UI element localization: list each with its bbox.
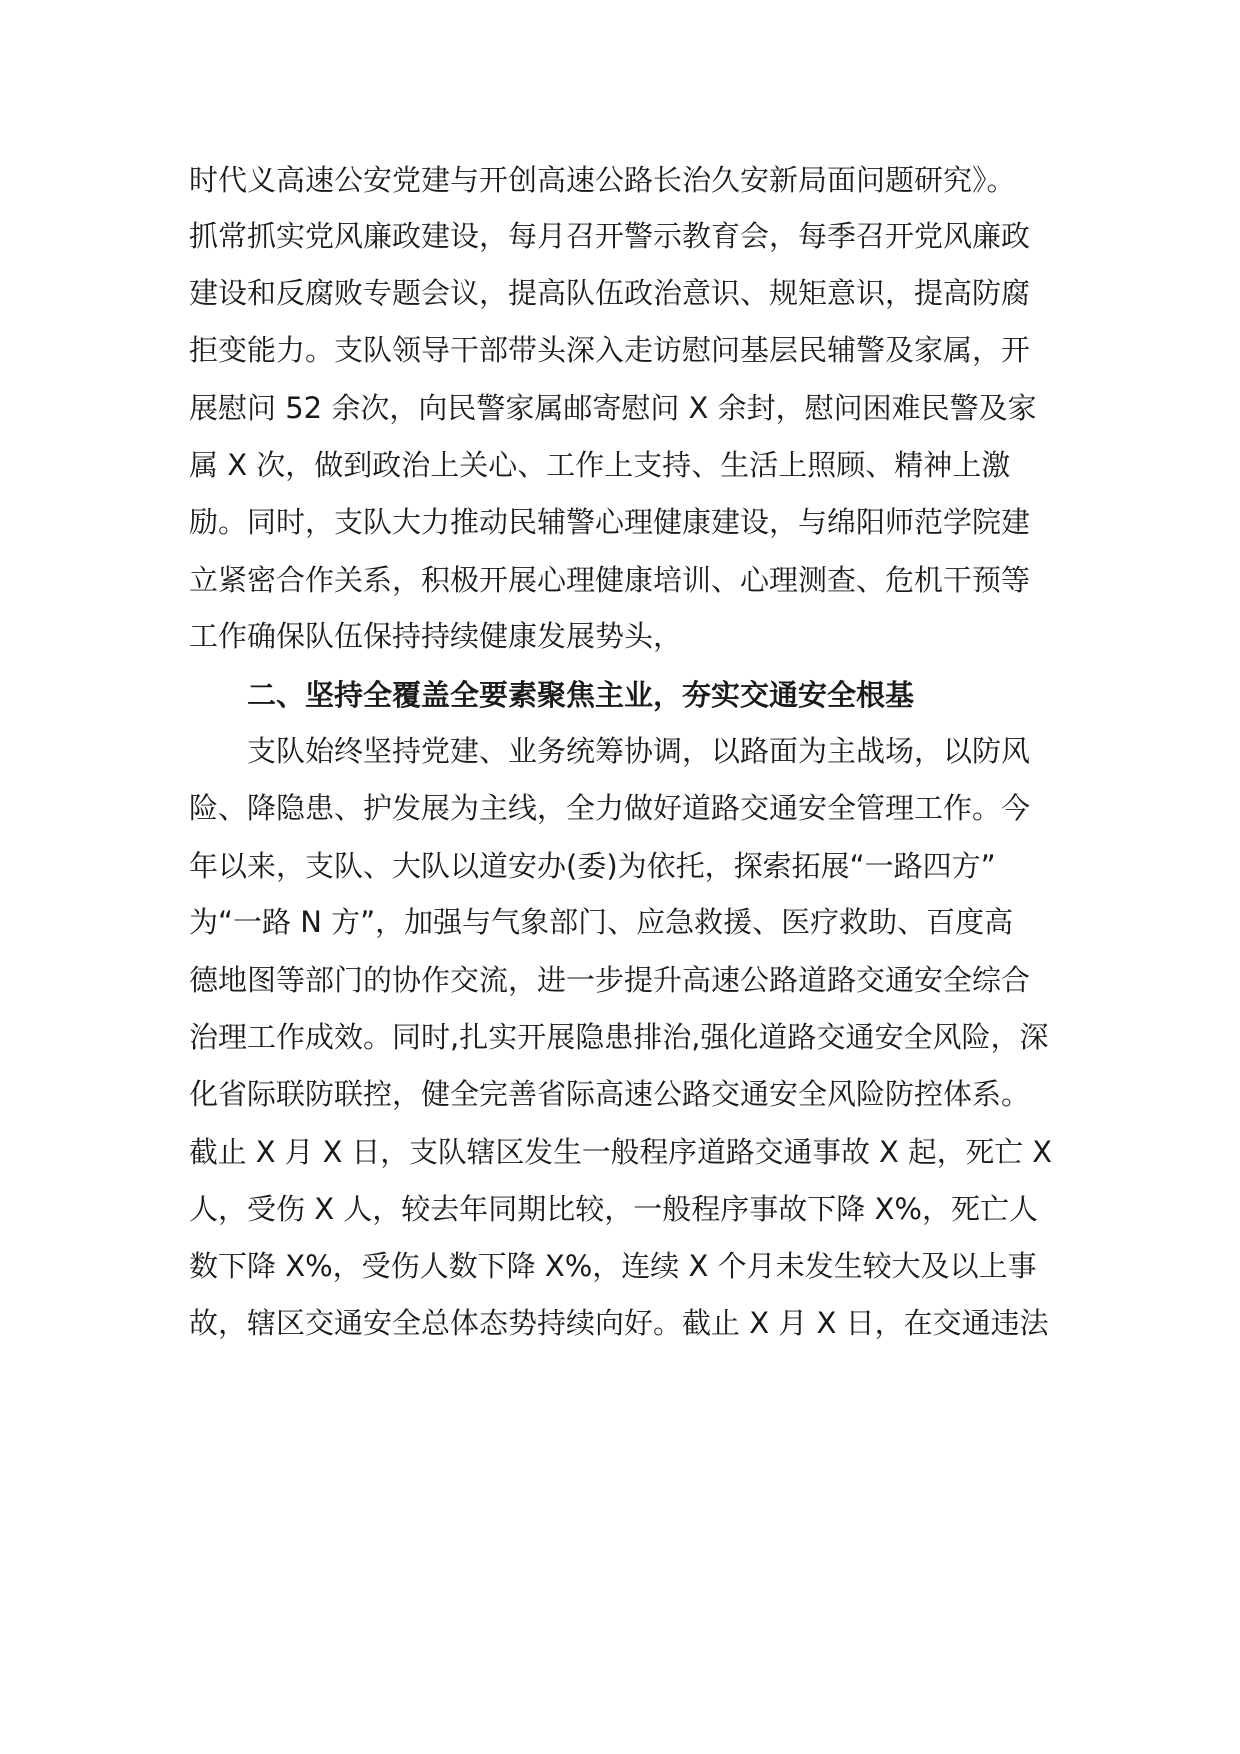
paragraph-2-line-10: 数下降 X%，受伤人数下降 X%，连续 X 个月未发生较大及以上事 — [189, 1249, 1037, 1283]
paragraph-1-line-4: 拒变能力。支队领导干部带头深入走访慰问基层民辅警及家属，开 — [189, 333, 1031, 367]
paragraph-1-line-7: 励。同时，支队大力推动民辅警心理健康建设，与绵阳师范学院建 — [189, 505, 1031, 539]
paragraph-2-line-1: 支队始终坚持党建、业务统筹协调，以路面为主战场，以防风 — [247, 734, 1031, 768]
paragraph-1-line-9: 工作确保队伍保持持续健康发展势头， — [189, 619, 683, 653]
paragraph-1-line-1: 时代义高速公安党建与开创高速公路长治久安新局面问题研究》。 — [189, 163, 1016, 197]
paragraph-1-line-3: 建设和反腐败专题会议，提高队伍政治意识、规矩意识，提高防腐 — [189, 276, 1031, 310]
paragraph-2-line-8: 截止 X 月 X 日，支队辖区发生一般程序道路交通事故 X 起，死亡 X — [189, 1135, 1052, 1169]
paragraph-1-line-2: 抓常抓实党风廉政建设，每月召开警示教育会，每季召开党风廉政 — [189, 219, 1031, 253]
paragraph-1-line-6: 属 X 次，做到政治上关心、工作上支持、生活上照顾、精神上激 — [189, 448, 1011, 482]
paragraph-2-line-4: 为“一路 N 方”，加强与气象部门、应急救援、医疗救助、百度高 — [189, 905, 1014, 939]
paragraph-2-line-3: 年以来，支队、大队以道安办(委)为依托，探索拓展“一路四方” — [189, 849, 996, 883]
paragraph-2-line-6: 治理工作成效。同时,扎实开展隐患排治,强化道路交通安全风险，深 — [189, 1020, 1049, 1054]
paragraph-2-line-9: 人，受伤 X 人，较去年同期比较，一般程序事故下降 X%，死亡人 — [189, 1192, 1038, 1226]
paragraph-2-line-11: 故，辖区交通安全总体态势持续向好。截止 X 月 X 日，在交通违法 — [189, 1306, 1049, 1340]
section-heading: 二、坚持全覆盖全要素聚焦主业，夯实交通安全根基 — [247, 678, 915, 712]
paragraph-2-line-5: 德地图等部门的协作交流，进一步提升高速公路道路交通安全综合 — [189, 963, 1031, 997]
paragraph-1-line-8: 立紧密合作关系，积极开展心理健康培训、心理测查、危机干预等 — [189, 563, 1031, 597]
paragraph-2-line-2: 险、降隐患、护发展为主线，全力做好道路交通安全管理工作。今 — [189, 791, 1031, 825]
paragraph-2-line-7: 化省际联防联控，健全完善省际高速公路交通安全风险防控体系。 — [189, 1077, 1031, 1111]
paragraph-1-line-5: 展慰问 52 余次，向民警家属邮寄慰问 X 余封，慰问困难民警及家 — [189, 391, 1037, 425]
